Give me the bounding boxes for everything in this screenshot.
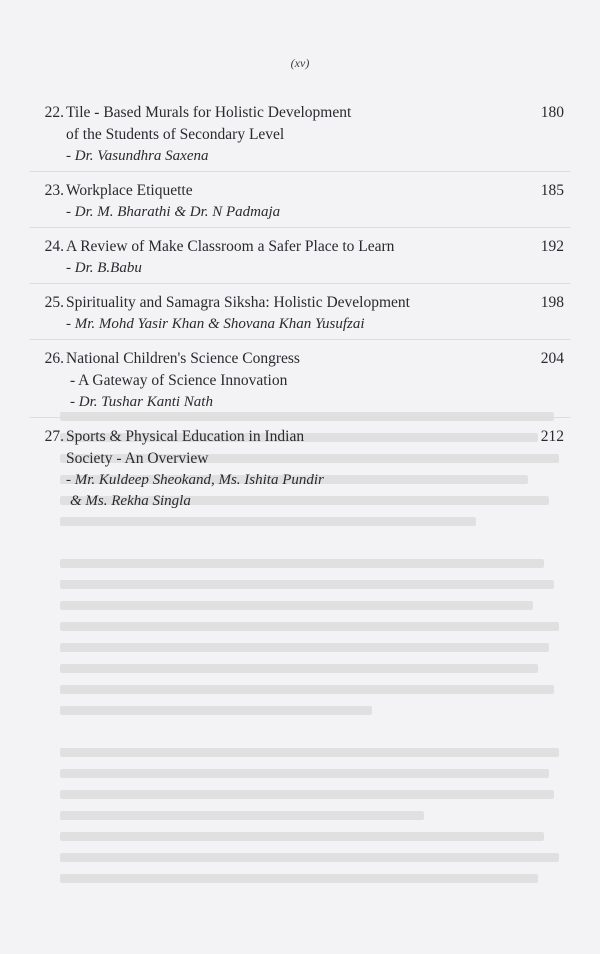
entry-title: [66, 180, 510, 202]
entry-title-line: Spirituality and Samagra Siksha: Holistic Development: [66, 294, 410, 311]
entry-title: [66, 348, 510, 392]
toc-entry: [30, 424, 570, 516]
entry-authors: [66, 146, 510, 167]
entry-author-line: - Dr. Vasundhra Saxena: [66, 148, 209, 164]
entry-title-line: - A Gateway of Science Innovation: [70, 372, 288, 389]
toc-entry: [30, 346, 570, 418]
entry-number: 26.: [44, 350, 64, 367]
entry-title: [66, 102, 510, 146]
entry-title-line: A Review of Make Classroom a Safer Place to Learn: [66, 238, 395, 255]
entry-title: [66, 292, 510, 314]
entry-body: [66, 102, 510, 167]
entry-author-line: - Dr. Tushar Kanti Nath: [70, 394, 213, 410]
entry-title-line: Sports & Physical Education in Indian: [66, 428, 305, 445]
entry-body: [66, 348, 510, 413]
entry-title-line: National Children's Science Congress: [66, 350, 300, 367]
entry-number: 24.: [44, 238, 64, 255]
entry-body: [66, 236, 510, 279]
entry-authors: [66, 258, 510, 279]
entry-page-number: 204: [540, 350, 564, 367]
entry-author-line: - Dr. B.Babu: [66, 260, 142, 276]
entry-page-number: 185: [540, 182, 564, 199]
entry-authors: [66, 314, 510, 335]
entry-page-number: 198: [540, 294, 564, 311]
page-number: (xv): [290, 56, 310, 70]
toc-entry: [30, 234, 570, 284]
entry-author-line: - Mr. Kuldeep Sheokand, Ms. Ishita Pundir: [66, 472, 324, 488]
entry-body: [66, 292, 510, 335]
toc-entry: [30, 178, 570, 228]
entry-title-line: Society - An Overview: [66, 450, 209, 467]
entry-author-line: - Dr. M. Bharathi & Dr. N Padmaja: [66, 204, 281, 220]
entry-title: [66, 236, 510, 258]
entry-number: 27.: [44, 428, 64, 445]
entry-author-line: & Ms. Rekha Singla: [70, 493, 191, 509]
entry-authors: [66, 470, 510, 512]
toc-entry: [30, 290, 570, 340]
entry-page-number: 192: [540, 238, 564, 255]
entry-page-number: 180: [540, 104, 564, 121]
entry-number: 23.: [44, 182, 64, 199]
entry-title-line: of the Students of Secondary Level: [66, 126, 285, 143]
entry-body: [66, 426, 510, 512]
entry-author-line: - Mr. Mohd Yasir Khan & Shovana Khan Yusufzai: [66, 316, 365, 332]
entry-page-number: 212: [540, 428, 564, 445]
entry-number: 22.: [44, 104, 64, 121]
entry-title-line: Workplace Etiquette: [66, 182, 193, 199]
entry-authors: [66, 392, 510, 413]
table-of-contents: [30, 100, 570, 522]
entry-authors: [66, 202, 510, 223]
toc-entry: [30, 100, 570, 172]
entry-number: 25.: [44, 294, 64, 311]
entry-title-line: Tile - Based Murals for Holistic Development: [66, 104, 352, 121]
entry-body: [66, 180, 510, 223]
entry-title: [66, 426, 510, 470]
